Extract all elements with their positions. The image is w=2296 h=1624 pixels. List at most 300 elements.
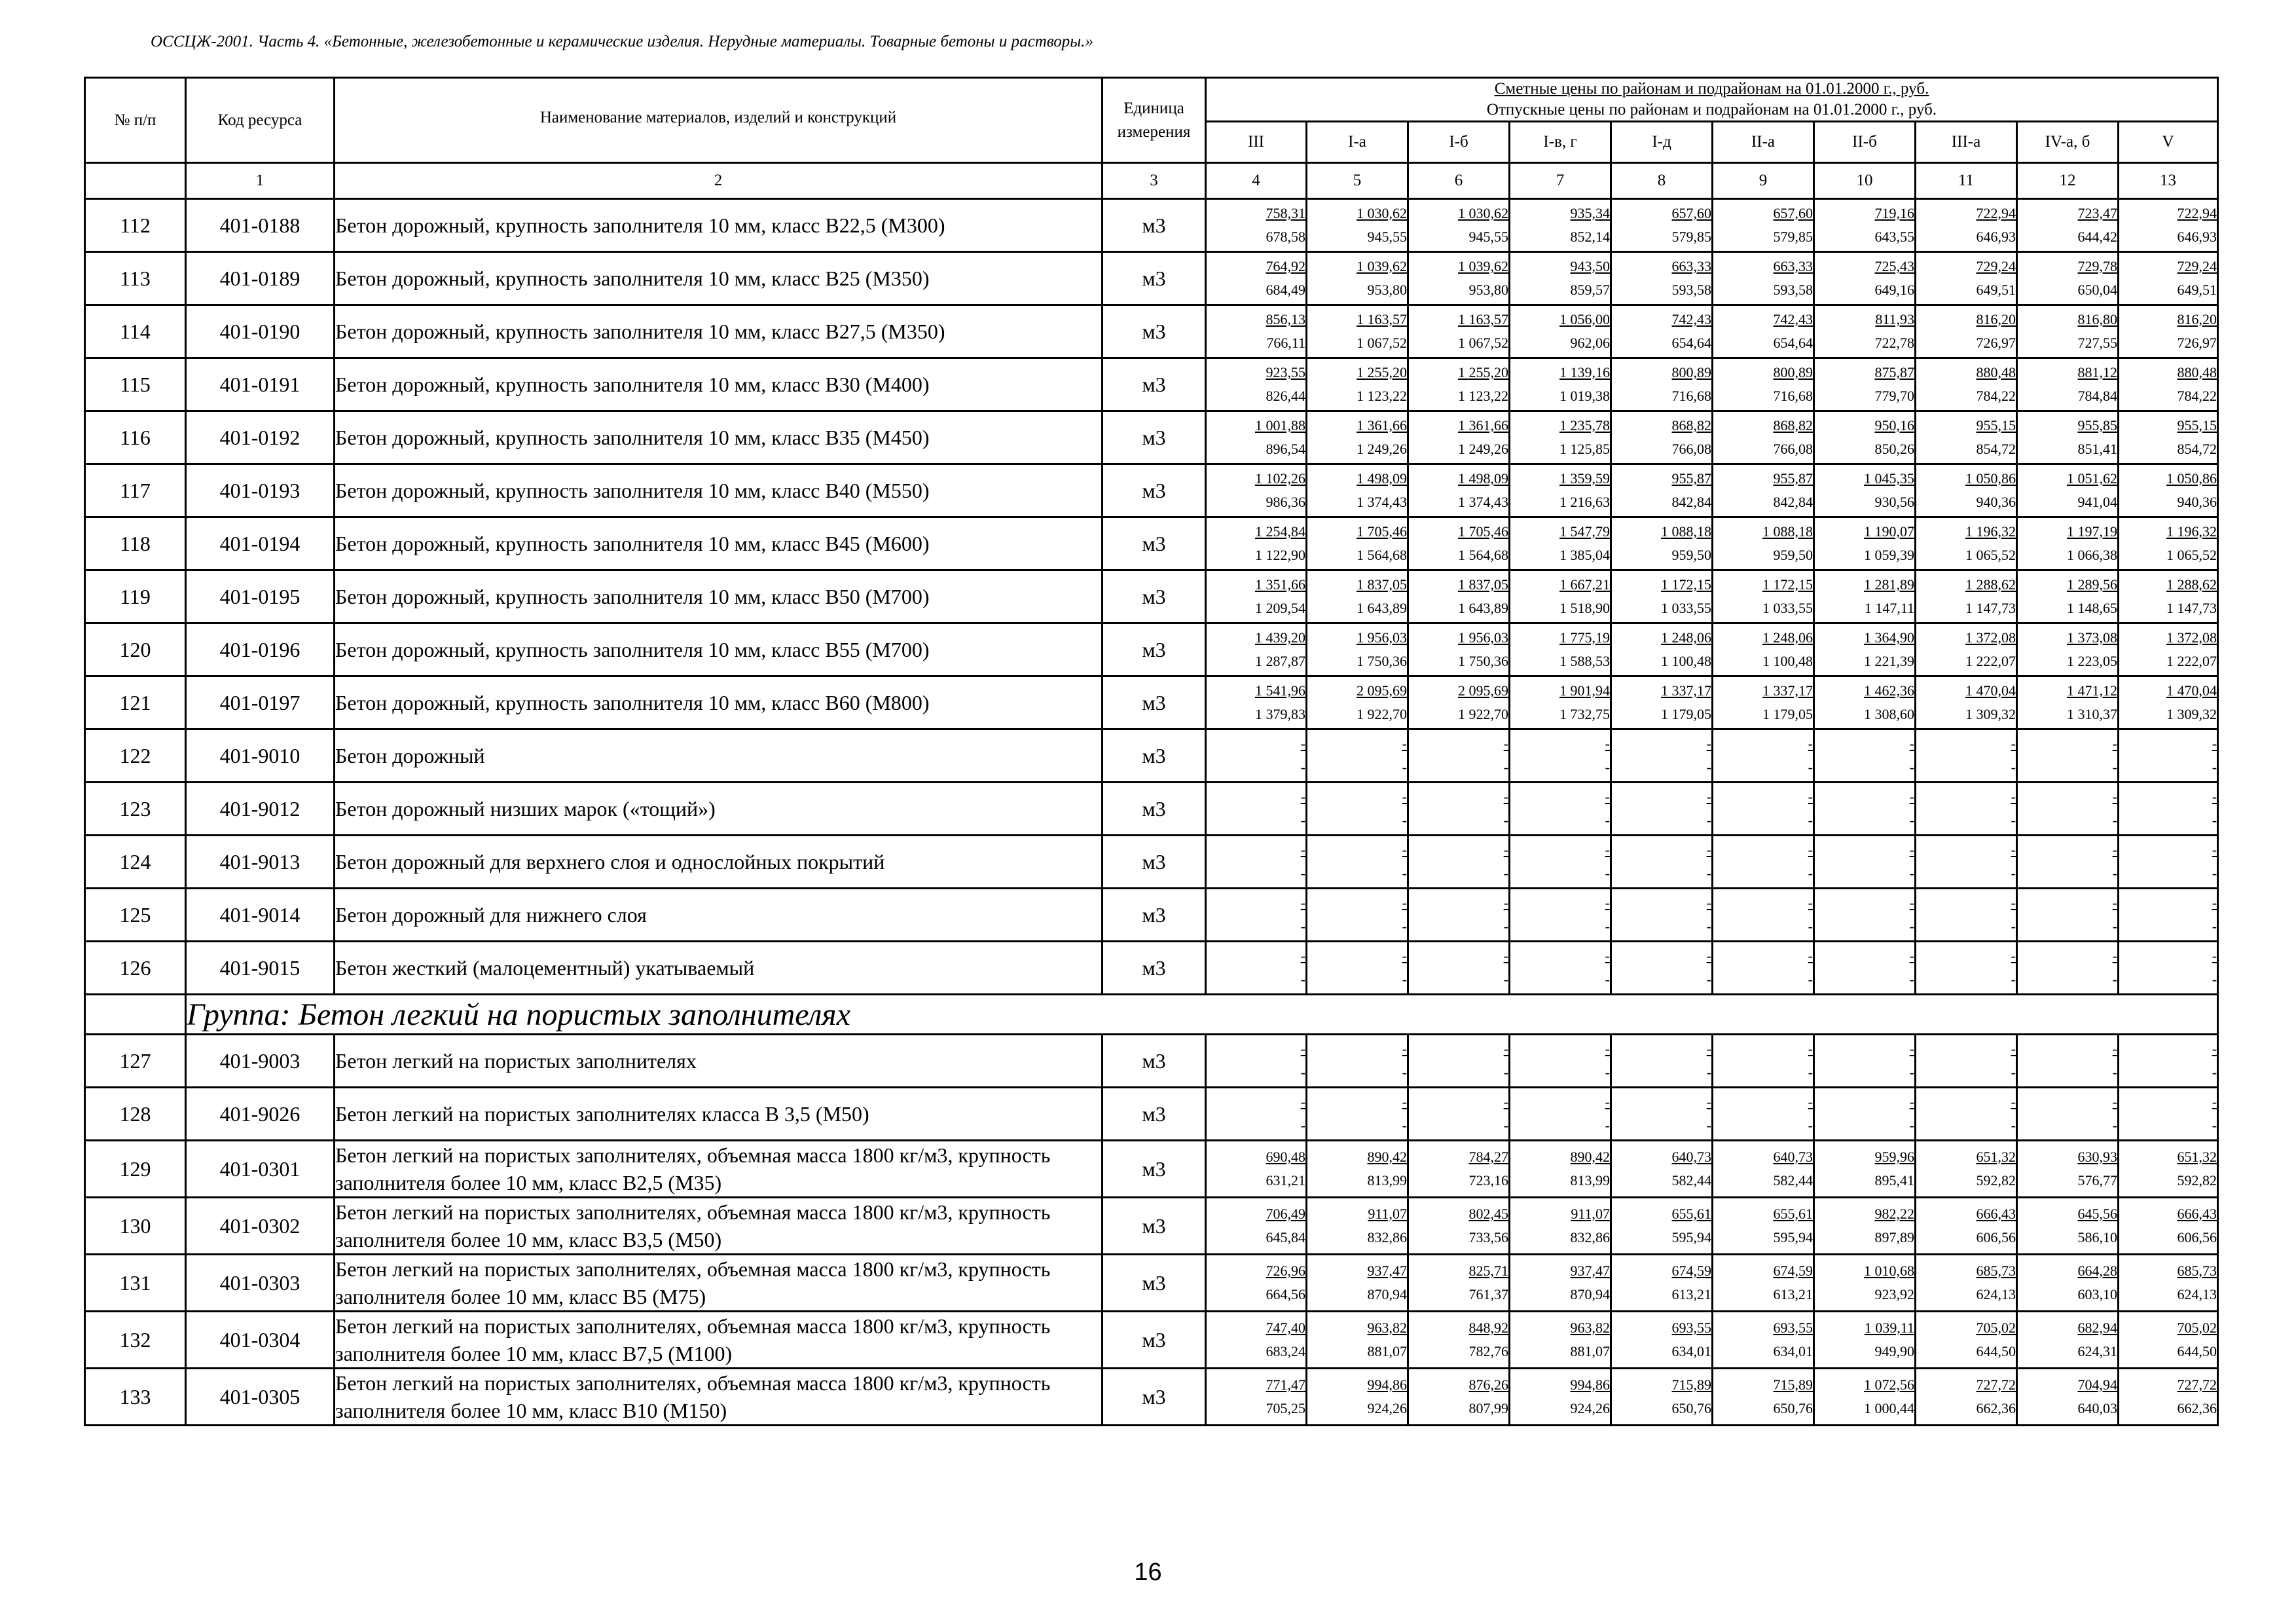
release-price: 606,56	[1976, 1229, 2016, 1246]
estimated-price: 1 001,88	[1255, 417, 1305, 434]
estimated-price: 747,40	[1266, 1320, 1305, 1336]
release-price: 1 249,26	[1357, 441, 1407, 457]
price-cell	[2017, 889, 2119, 942]
estimated-price: 1 361,66	[1357, 417, 1407, 434]
estimated-price: -	[1503, 948, 1508, 964]
estimated-price: 1 039,11	[1864, 1320, 1914, 1336]
row-number: 121	[85, 676, 186, 729]
price-cell	[1408, 517, 1510, 570]
estimated-price: 2 095,69	[1458, 682, 1508, 699]
estimated-price: -	[2212, 895, 2217, 911]
resource-code: 401-0193	[186, 464, 335, 517]
release-price: 962,06	[1570, 335, 1610, 351]
price-cell	[2119, 1088, 2218, 1141]
release-price: 1 564,68	[1458, 547, 1508, 563]
estimated-price: -	[2011, 895, 2016, 911]
price-cell	[1510, 464, 1611, 517]
row-number: 120	[85, 623, 186, 676]
column-number: 13	[2119, 163, 2218, 199]
unit-cell: м3	[1102, 836, 1206, 889]
estimated-price: 693,55	[1671, 1320, 1711, 1336]
price-cell	[2119, 517, 2218, 570]
release-price: 1 374,43	[1357, 494, 1407, 510]
column-number-empty	[85, 163, 186, 199]
region-header: II-а	[1713, 122, 1814, 163]
unit-cell: м3	[1102, 305, 1206, 358]
release-price: -	[1402, 812, 1407, 828]
release-price: -	[1706, 812, 1711, 828]
estimated-price: -	[1909, 841, 1914, 858]
group-title: Группа: Бетон легкий на пористых заполнителях	[186, 995, 2218, 1035]
release-price: 940,36	[1976, 494, 2016, 510]
estimated-price: -	[1300, 1094, 1305, 1110]
price-cell	[1408, 1255, 1510, 1312]
price-cell	[1713, 889, 1814, 942]
estimated-price: 1 372,08	[2166, 629, 2217, 646]
estimated-price: 1 010,68	[1864, 1263, 1914, 1279]
price-cell	[1510, 199, 1611, 252]
release-price: 766,11	[1266, 335, 1305, 351]
price-cell	[1611, 1141, 1713, 1198]
estimated-price: 685,73	[1976, 1263, 2016, 1279]
estimated-price: -	[1605, 841, 1610, 858]
price-cell	[1206, 199, 1307, 252]
release-price: 595,94	[1773, 1229, 1813, 1246]
release-price: -	[1605, 1064, 1610, 1080]
price-cell	[1611, 199, 1713, 252]
release-price: -	[1808, 918, 1813, 934]
estimated-price: 640,73	[1671, 1149, 1711, 1165]
price-cell	[1611, 252, 1713, 305]
release-price: 1 209,54	[1255, 600, 1305, 616]
price-cell	[1206, 623, 1307, 676]
price-cell	[1916, 1198, 2017, 1255]
resource-code: 401-9012	[186, 783, 335, 836]
material-name: Бетон легкий на пористых заполнителях, объемная масса 1800 кг/м3, крупность заполнителя более 10 мм, класс В5 (М75)	[335, 1255, 1102, 1312]
release-price: 678,58	[1266, 229, 1305, 245]
release-price: 897,89	[1874, 1229, 1914, 1246]
release-price: 644,42	[2077, 229, 2117, 245]
price-cell	[1206, 942, 1307, 995]
estimated-price: 1 039,62	[1357, 258, 1407, 274]
estimated-price: -	[1808, 1094, 1813, 1110]
price-cell	[2119, 1035, 2218, 1088]
release-price: -	[1605, 812, 1610, 828]
release-price: 1 564,68	[1357, 547, 1407, 563]
price-cell	[1206, 1312, 1307, 1369]
release-price: 593,58	[1773, 282, 1813, 298]
estimated-price: 1 248,06	[1661, 629, 1711, 646]
estimated-price: -	[2011, 1041, 2016, 1057]
release-price: 1 385,04	[1559, 547, 1610, 563]
release-price: 986,36	[1266, 494, 1305, 510]
column-number: 10	[1814, 163, 1916, 199]
price-cell	[1408, 411, 1510, 464]
release-price: 634,01	[1671, 1343, 1711, 1359]
release-price: 1 216,63	[1559, 494, 1610, 510]
release-price: 826,44	[1266, 388, 1305, 404]
estimated-price: 725,43	[1874, 258, 1914, 274]
price-cell	[2017, 252, 2119, 305]
release-price: 684,49	[1266, 282, 1305, 298]
table-row	[85, 676, 2218, 729]
estimated-price: 727,72	[2177, 1376, 2217, 1393]
header-name: Наименование материалов, изделий и конструкций	[335, 78, 1102, 163]
header-no: № п/п	[85, 78, 186, 163]
estimated-price: 955,87	[1671, 470, 1711, 487]
column-number: 5	[1307, 163, 1408, 199]
estimated-price: 1 372,08	[1965, 629, 2016, 646]
release-price: 782,76	[1468, 1343, 1508, 1359]
price-cell	[1510, 942, 1611, 995]
price-cell	[1713, 1035, 1814, 1088]
release-price: -	[1300, 918, 1305, 934]
release-price: -	[2011, 759, 2016, 775]
table-body	[85, 199, 2218, 1426]
price-cell	[2017, 1035, 2119, 1088]
estimated-price: -	[2212, 948, 2217, 964]
release-price: 1 147,73	[2166, 600, 2217, 616]
price-cell	[1307, 1198, 1408, 1255]
release-price: 1 922,70	[1357, 706, 1407, 722]
price-cell	[2119, 199, 2218, 252]
resource-code: 401-9026	[186, 1088, 335, 1141]
release-price: -	[1402, 971, 1407, 987]
release-price: 649,16	[1874, 282, 1914, 298]
price-cell	[1916, 570, 2017, 623]
price-cell	[1408, 623, 1510, 676]
release-price: 576,77	[2077, 1172, 2117, 1189]
estimated-price: -	[1909, 735, 1914, 752]
release-price: -	[1706, 918, 1711, 934]
release-price: -	[1808, 1117, 1813, 1134]
estimated-price: -	[2212, 1041, 2217, 1057]
price-cell	[1611, 729, 1713, 783]
price-cell	[1510, 570, 1611, 623]
release-price: -	[1909, 1064, 1914, 1080]
price-cell	[1408, 252, 1510, 305]
release-price: -	[1605, 759, 1610, 775]
release-price: 603,10	[2077, 1286, 2117, 1302]
estimated-price: 1 030,62	[1357, 205, 1407, 221]
price-cell	[1510, 1088, 1611, 1141]
price-cell	[1611, 623, 1713, 676]
resource-code: 401-0303	[186, 1255, 335, 1312]
table-row	[85, 623, 2218, 676]
unit-cell: м3	[1102, 889, 1206, 942]
estimated-price: -	[2112, 895, 2117, 911]
estimated-price: 1 364,90	[1864, 629, 1914, 646]
price-cell	[1814, 729, 1916, 783]
release-price: -	[1706, 1117, 1711, 1134]
release-price: 592,82	[2177, 1172, 2217, 1189]
material-name: Бетон дорожный для верхнего слоя и однослойных покрытий	[335, 836, 1102, 889]
release-price: 1 222,07	[2166, 653, 2217, 669]
column-number: 3	[1102, 163, 1206, 199]
resource-code: 401-0190	[186, 305, 335, 358]
release-price: -	[1402, 865, 1407, 881]
estimated-price: 666,43	[2177, 1206, 2217, 1222]
price-cell	[1916, 729, 2017, 783]
header-code: Код ресурса	[186, 78, 335, 163]
release-price: -	[1402, 1117, 1407, 1134]
release-price: 766,08	[1671, 441, 1711, 457]
price-cell	[1307, 1255, 1408, 1312]
price-cell	[1916, 252, 2017, 305]
row-number: 132	[85, 1312, 186, 1369]
price-cell	[1814, 783, 1916, 836]
release-price: 727,55	[2077, 335, 2117, 351]
price-cell	[1916, 1255, 2017, 1312]
price-cell	[2017, 1198, 2119, 1255]
price-cell	[2119, 1255, 2218, 1312]
resource-code: 401-0305	[186, 1369, 335, 1426]
estimated-price: 1 255,20	[1458, 364, 1508, 380]
estimated-price: -	[2011, 735, 2016, 752]
price-cell	[1408, 464, 1510, 517]
estimated-price: 1 281,89	[1864, 576, 1914, 593]
price-cell	[1916, 517, 2017, 570]
price-cell	[1206, 1035, 1307, 1088]
release-price: -	[1503, 759, 1508, 775]
estimated-price: 1 837,05	[1357, 576, 1407, 593]
material-name: Бетон легкий на пористых заполнителях, объемная масса 1800 кг/м3, крупность заполнителя более 10 мм, класс В10 (М150)	[335, 1369, 1102, 1426]
estimated-price: 722,94	[2177, 205, 2217, 221]
price-cell	[1611, 1035, 1713, 1088]
price-cell	[1916, 1312, 2017, 1369]
estimated-price: 1 172,15	[1661, 576, 1711, 593]
estimated-price: 1 254,84	[1255, 523, 1305, 540]
price-cell	[1206, 836, 1307, 889]
release-price: 896,54	[1266, 441, 1305, 457]
unit-cell: м3	[1102, 623, 1206, 676]
release-price: -	[1909, 971, 1914, 987]
release-price: -	[1300, 1117, 1305, 1134]
release-price: 644,50	[1976, 1343, 2016, 1359]
price-cell	[1206, 305, 1307, 358]
price-cell	[1611, 305, 1713, 358]
price-cell	[1713, 1088, 1814, 1141]
release-price: -	[2212, 865, 2217, 881]
price-cell	[1307, 517, 1408, 570]
price-cell	[1307, 942, 1408, 995]
release-price: 784,84	[2077, 388, 2117, 404]
price-cell	[2119, 570, 2218, 623]
release-price: 1 066,38	[2067, 547, 2117, 563]
price-cell	[1510, 305, 1611, 358]
estimated-price: 1 667,21	[1559, 576, 1610, 593]
estimated-price: 1 541,96	[1255, 682, 1305, 699]
estimated-price: -	[1402, 1094, 1407, 1110]
price-cell	[1713, 729, 1814, 783]
release-price: -	[1909, 918, 1914, 934]
release-price: 1 179,05	[1762, 706, 1813, 722]
estimated-price: 1 288,62	[1965, 576, 2016, 593]
estimated-price: -	[1706, 948, 1711, 964]
price-cell	[1307, 358, 1408, 411]
estimated-price: -	[1808, 895, 1813, 911]
row-number: 112	[85, 199, 186, 252]
price-cell	[1408, 199, 1510, 252]
release-price: 842,84	[1671, 494, 1711, 510]
table-row	[85, 836, 2218, 889]
price-cell	[1307, 252, 1408, 305]
estimated-price: 937,47	[1367, 1263, 1407, 1279]
release-price: 784,22	[2177, 388, 2217, 404]
release-price: 650,04	[2077, 282, 2117, 298]
release-price: 1 179,05	[1661, 706, 1711, 722]
estimated-price: 1 470,04	[1965, 682, 2016, 699]
unit-cell: м3	[1102, 1255, 1206, 1312]
estimated-price: -	[2212, 735, 2217, 752]
release-price: 813,99	[1570, 1172, 1610, 1189]
estimated-price: 1 172,15	[1762, 576, 1813, 593]
release-price: 761,37	[1468, 1286, 1508, 1302]
row-number: 127	[85, 1035, 186, 1088]
estimated-price: 1 547,79	[1559, 523, 1610, 540]
release-price: 1 123,22	[1357, 388, 1407, 404]
estimated-price: 848,92	[1468, 1320, 1508, 1336]
estimated-price: 742,43	[1773, 311, 1813, 327]
release-price: 1 100,48	[1661, 653, 1711, 669]
release-price: 813,99	[1367, 1172, 1407, 1189]
release-price: 1 067,52	[1357, 335, 1407, 351]
release-price: 654,64	[1773, 335, 1813, 351]
row-number: 118	[85, 517, 186, 570]
price-cell	[1307, 623, 1408, 676]
release-price: 870,94	[1367, 1286, 1407, 1302]
release-price: -	[1909, 812, 1914, 828]
release-price: -	[1300, 759, 1305, 775]
estimated-price: 655,61	[1773, 1206, 1813, 1222]
table-row	[85, 889, 2218, 942]
estimated-price: 1 956,03	[1458, 629, 1508, 646]
unit-cell: м3	[1102, 570, 1206, 623]
release-price: 1 125,85	[1559, 441, 1610, 457]
price-cell	[1814, 411, 1916, 464]
estimated-price: -	[2011, 948, 2016, 964]
price-cell	[1206, 1369, 1307, 1426]
price-cell	[2017, 623, 2119, 676]
column-number: 1	[186, 163, 335, 199]
price-cell	[2017, 836, 2119, 889]
estimated-price: 959,96	[1874, 1149, 1914, 1165]
unit-cell: м3	[1102, 1141, 1206, 1198]
table-row	[85, 252, 2218, 305]
estimated-price: 674,59	[1773, 1263, 1813, 1279]
release-price: 842,84	[1773, 494, 1813, 510]
estimated-price: 664,28	[2077, 1263, 2117, 1279]
estimated-price: -	[1808, 1041, 1813, 1057]
release-price: 624,13	[2177, 1286, 2217, 1302]
estimated-price: -	[1706, 735, 1711, 752]
estimated-price: 690,48	[1266, 1149, 1305, 1165]
price-cell	[2017, 1369, 2119, 1426]
estimated-price: 1 235,78	[1559, 417, 1610, 434]
price-cell	[2119, 358, 2218, 411]
estimated-price: 1 373,08	[2067, 629, 2117, 646]
release-price: 1 309,32	[2166, 706, 2217, 722]
estimated-price: 1 498,09	[1458, 470, 1508, 487]
release-price: 592,82	[1976, 1172, 2016, 1189]
group-empty-cell	[85, 995, 186, 1035]
release-price: 1 223,05	[2067, 653, 2117, 669]
release-price: 945,55	[1468, 229, 1508, 245]
resource-code: 401-0192	[186, 411, 335, 464]
region-header: III	[1206, 122, 1307, 163]
estimated-price: 890,42	[1367, 1149, 1407, 1165]
estimated-price: 1 139,16	[1559, 364, 1610, 380]
release-price: 953,80	[1367, 282, 1407, 298]
price-cell	[1206, 1198, 1307, 1255]
price-cell	[1814, 199, 1916, 252]
material-name: Бетон дорожный, крупность заполнителя 10 мм, класс В55 (М700)	[335, 623, 1102, 676]
release-price: 881,07	[1570, 1343, 1610, 1359]
release-price: 644,50	[2177, 1343, 2217, 1359]
estimated-price: 955,15	[1976, 417, 2016, 434]
release-price: 645,84	[1266, 1229, 1305, 1246]
estimated-price: 705,02	[1976, 1320, 2016, 1336]
price-cell	[1713, 252, 1814, 305]
estimated-price: -	[1402, 895, 1407, 911]
estimated-price: 715,89	[1671, 1376, 1711, 1393]
estimated-price: 764,92	[1266, 258, 1305, 274]
estimated-price: 706,49	[1266, 1206, 1305, 1222]
price-cell	[1916, 623, 2017, 676]
price-cell	[1408, 1369, 1510, 1426]
column-number: 2	[335, 163, 1102, 199]
price-cell	[1510, 623, 1611, 676]
estimated-price: -	[1300, 841, 1305, 858]
release-price: 881,07	[1367, 1343, 1407, 1359]
header-unit: Единица измерения	[1102, 78, 1206, 163]
price-cell	[1408, 729, 1510, 783]
release-price: 716,68	[1671, 388, 1711, 404]
release-price: 1 222,07	[1965, 653, 2016, 669]
estimated-price: 655,61	[1671, 1206, 1711, 1222]
release-price: -	[1706, 1064, 1711, 1080]
release-price: 1 374,43	[1458, 494, 1508, 510]
resource-code: 401-9015	[186, 942, 335, 995]
table-row	[85, 305, 2218, 358]
release-price: 1 732,75	[1559, 706, 1610, 722]
release-price: -	[1402, 918, 1407, 934]
price-cell	[1408, 836, 1510, 889]
estimated-price: -	[1402, 948, 1407, 964]
estimated-price: 1 196,32	[2166, 523, 2217, 540]
material-name: Бетон дорожный для нижнего слоя	[335, 889, 1102, 942]
estimated-price: 950,16	[1874, 417, 1914, 434]
price-cell	[2017, 1255, 2119, 1312]
release-price: 579,85	[1671, 229, 1711, 245]
release-price: 1 309,32	[1965, 706, 2016, 722]
row-number: 116	[85, 411, 186, 464]
estimated-price: 963,82	[1570, 1320, 1610, 1336]
price-cell	[1611, 517, 1713, 570]
page-number: 16	[1134, 1559, 1162, 1586]
price-cell	[1713, 1312, 1814, 1369]
estimated-price: 771,47	[1266, 1376, 1305, 1393]
release-price: -	[1605, 865, 1610, 881]
estimated-price: 1 030,62	[1458, 205, 1508, 221]
estimated-price: 758,31	[1266, 205, 1305, 221]
header-prices	[1206, 78, 2218, 122]
row-number: 117	[85, 464, 186, 517]
release-price: 930,56	[1874, 494, 1914, 510]
row-number: 130	[85, 1198, 186, 1255]
release-price: -	[1706, 865, 1711, 881]
estimated-price: 693,55	[1773, 1320, 1813, 1336]
